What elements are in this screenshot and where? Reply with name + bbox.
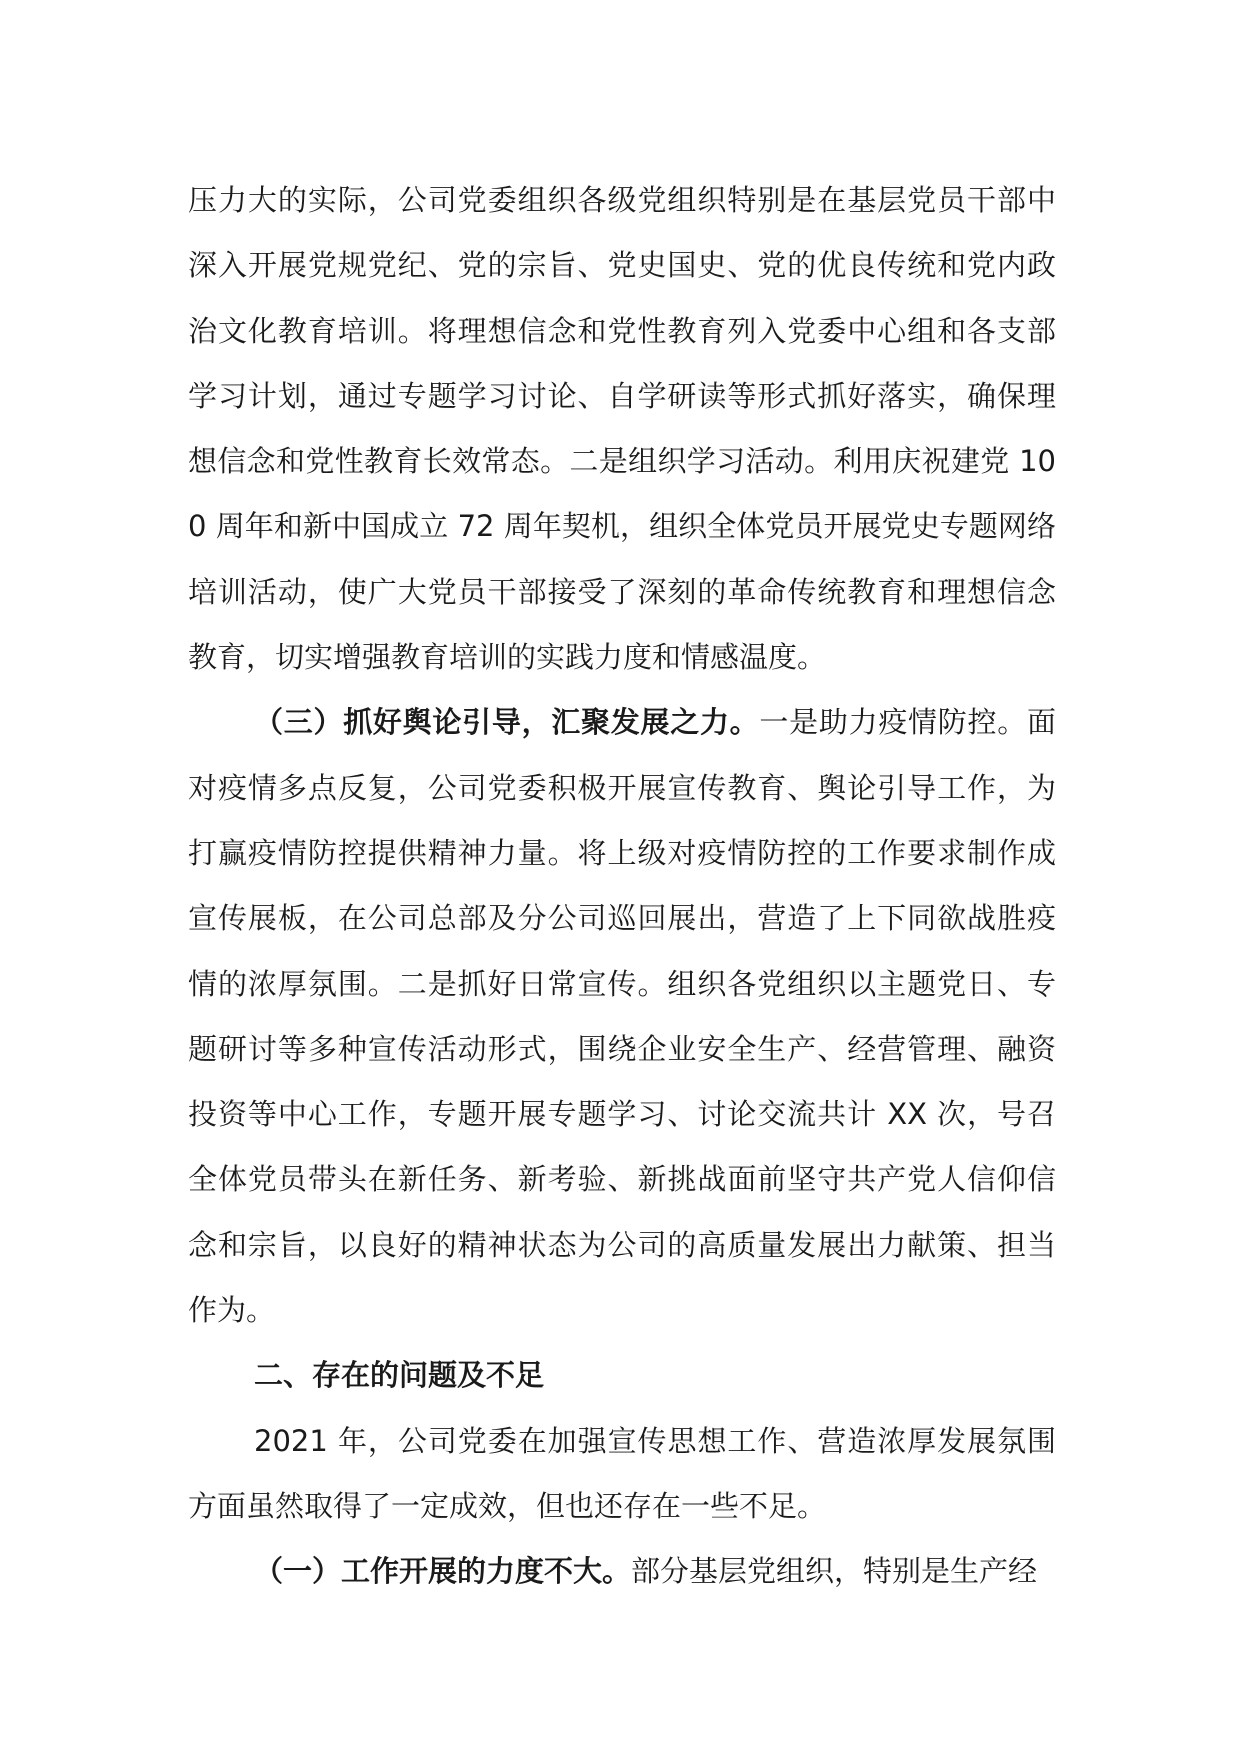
section-heading: 二、存在的问题及不足 — [254, 1358, 545, 1393]
paragraph-text: 部分基层党组织，特别是生产经 — [631, 1554, 1038, 1589]
paragraph-heading: （一）工作开展的力度不大。 — [254, 1554, 632, 1589]
paragraph-text: 一是助力疫情防控。面对疫情多点反复，公司党委积极开展宣传教育、舆论引导工作，为打赢疫情防控提供精神力量。将上级对疫情防控的工作要求制作成宣传展板，在公司总部及分公司巡回展出，营造了上下同欲战胜疫情的浓厚氛围。二是抓好日常宣传。组织各党组织以主题党日、专题研讨等多种宣传活动形式，围绕企业安全生产、经营管理、融资投资等中心工作，专题开展专题学习、讨论交流共计 XX 次，号召全体党员带头在新任务、新考验、新挑战面前坚守共产党人信仰信念和宗旨，以良好的精神状态为公司的高质量发展出力献策、担当作为。 — [188, 705, 1056, 1328]
paragraph-summary — [188, 1409, 1056, 1540]
paragraph-text: 2021 年，公司党委在加强宣传思想工作、营造浓厚发展氛围方面虽然取得了一定成效，但也还存在一些不足。 — [188, 1423, 1056, 1523]
paragraph-continuation — [188, 168, 1056, 690]
paragraph-work-intensity — [188, 1539, 1056, 1604]
paragraph-public-opinion — [188, 690, 1056, 1343]
paragraph-heading: （三）抓好舆论引导，汇聚发展之力。 — [254, 705, 760, 740]
document-body — [188, 168, 1056, 1605]
paragraph-text: 压力大的实际，公司党委组织各级党组织特别是在基层党员干部中深入开展党规党纪、党的宗旨、党史国史、党的优良传统和党内政治文化教育培训。将理想信念和党性教育列入党委中心组和各支部学习计划，通过专题学习讨论、自学研读等形式抓好落实，确保理想信念和党性教育长效常态。二是组织学习活动。利用庆祝建党 100 周年和新中国成立 72 周年契机，组织全体党员开展党史专题网络培训活动，使广大党员干部接受了深刻的革命传统教育和理想信念教育，切实增强教育培训的实践力度和情感温度。 — [188, 183, 1056, 675]
